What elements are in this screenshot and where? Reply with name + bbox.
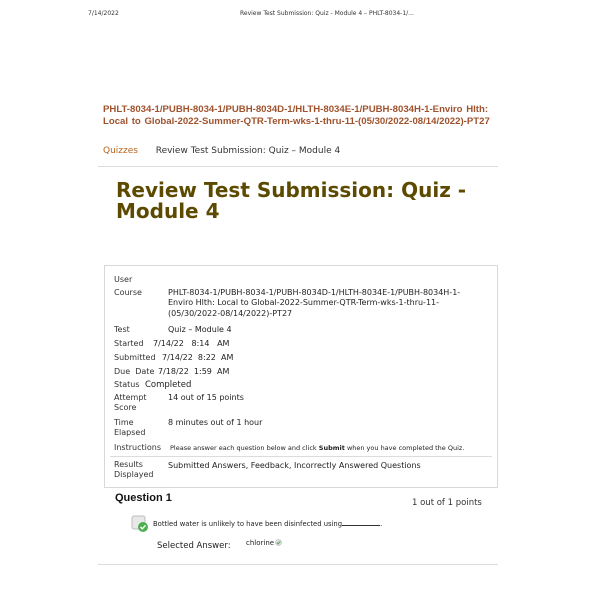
results-displayed-value: Submitted Answers, Feedback, Incorrectly Answered Questions (168, 461, 421, 470)
due-date-label: Due Date (114, 367, 155, 376)
time-elapsed-label-line1: Time (114, 418, 134, 427)
correct-marker-icon (275, 539, 282, 546)
instructions-label: Instructions (114, 443, 161, 452)
question-text (153, 518, 382, 528)
time-elapsed-value: 8 minutes out of 1 hour (168, 418, 263, 427)
course-label: Course (114, 288, 142, 297)
time-elapsed-label-line2: Elapsed (114, 428, 146, 437)
started-label: Started (114, 339, 144, 348)
question-text-body: Bottled water is unlikely to have been disinfected using (153, 520, 343, 528)
page-title (116, 180, 496, 222)
submitted-label: Submitted (114, 353, 156, 362)
status-value: Completed (145, 380, 192, 390)
breadcrumb-quizzes-link[interactable]: Quizzes (103, 146, 138, 156)
breadcrumb-current: Review Test Submission: Quiz – Module 4 (155, 146, 341, 156)
correct-check-icon (131, 515, 149, 533)
question-heading: Question 1 (115, 492, 172, 504)
submitted-value: 7/14/22 8:22 AM (162, 353, 234, 362)
course-title-link[interactable]: PHLT-8034-1/PUBH-8034-1/PUBH-8034D-1/HLTH-8034E-1/PUBH-8034H-1-Enviro Hlth: Local to Global-2022-Summer-QTR-Term-wks-1-thru-11-(05/30/2022-08/14/2022)-PT27 (103, 104, 490, 127)
attempt-score-value: 14 out of 15 points (168, 393, 244, 402)
course-value (168, 288, 498, 319)
status-label: Status (114, 380, 140, 389)
question-text-end: . (380, 520, 383, 528)
course-value-line3: (05/30/2022-08/14/2022)-PT27 (168, 308, 293, 318)
attempt-score-label (114, 393, 147, 413)
selected-answer-label: Selected Answer: (157, 541, 231, 551)
results-displayed-label-line1: Results (114, 460, 143, 469)
page-title-line2: Module 4 (116, 199, 220, 223)
question-divider (98, 564, 498, 565)
course-value-line1: PHLT-8034-1/PUBH-8034-1/PUBH-8034D-1/HLTH-8034E-1/PUBH-8034H-1- (168, 288, 461, 297)
results-displayed-label-line2: Displayed (114, 470, 154, 479)
breadcrumb (103, 146, 340, 156)
instructions-text-end: when you have completed the Quiz. (346, 444, 465, 452)
attempt-score-label-line2: Score (114, 403, 137, 412)
print-date: 7/14/2022 (88, 10, 119, 17)
time-elapsed-label (114, 418, 145, 438)
submission-details-panel (104, 265, 498, 488)
started-value: 7/14/22 8:14 AM (153, 339, 230, 348)
selected-answer-value (246, 539, 282, 547)
instructions-text: Please answer each question below and click (170, 444, 317, 452)
attempt-score-label-line1: Attempt (114, 393, 147, 402)
answer-blank (342, 518, 383, 528)
breadcrumb-divider (98, 166, 498, 167)
selected-answer-text: chlorine (246, 539, 275, 547)
page-title-line1: Review Test Submission: Quiz - (116, 178, 467, 202)
course-value-line2: Enviro Hlth: Local to Global-2022-Summer-QTR-Term-wks-1-thru-11- (168, 298, 440, 308)
due-date-value: 7/18/22 1:59 AM (158, 367, 230, 376)
test-value: Quiz – Module 4 (168, 325, 232, 334)
user-label: User (114, 275, 133, 284)
instructions-value (170, 443, 464, 453)
instructions-divider (110, 456, 492, 457)
results-displayed-label (114, 460, 154, 480)
instructions-submit-word: Submit (318, 444, 345, 452)
print-page-title: Review Test Submission: Quiz - Module 4 – PHLT-8034-1/... (240, 10, 414, 17)
test-label: Test (114, 325, 130, 334)
question-points: 1 out of 1 points (412, 498, 482, 508)
